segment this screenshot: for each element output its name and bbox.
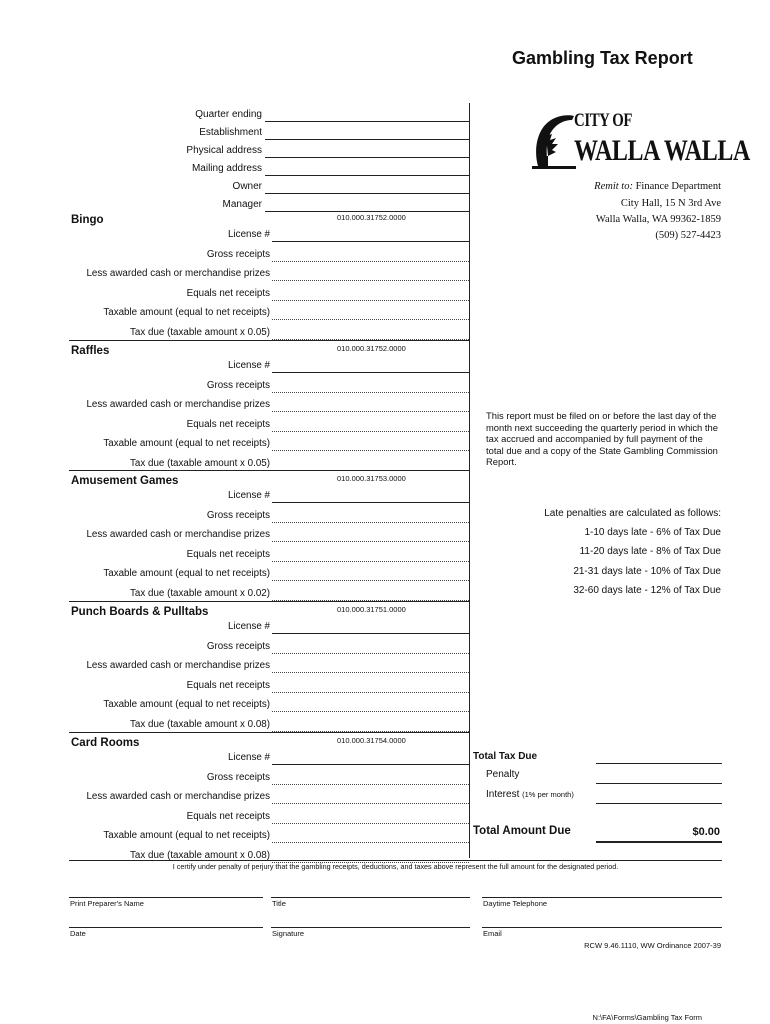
row-label: Equals net receipts bbox=[186, 679, 270, 691]
header-label: Physical address bbox=[186, 145, 262, 156]
header-label: Mailing address bbox=[191, 163, 262, 174]
total-tax-due-field[interactable] bbox=[596, 763, 722, 764]
penalty-rate: 32-60 days late - 12% of Tax Due bbox=[573, 585, 721, 596]
remit-line-4: (509) 527-4423 bbox=[655, 230, 721, 241]
section-title: Punch Boards & Pulltabs bbox=[71, 606, 209, 618]
account-number: 010.000.31753.0000 bbox=[337, 474, 406, 483]
amount-input-line[interactable] bbox=[272, 300, 469, 301]
preparer-name-label: Print Preparer's Name bbox=[70, 899, 144, 908]
logo-walla-walla: WALLA WALLA bbox=[574, 134, 750, 167]
penalty-rate: 11-20 days late - 8% of Tax Due bbox=[579, 546, 721, 557]
city-logo bbox=[532, 110, 750, 170]
section-title: Amusement Games bbox=[71, 475, 179, 487]
total-tax-due-label: Total Tax Due bbox=[473, 751, 538, 762]
row-label: Equals net receipts bbox=[186, 810, 270, 822]
penalty-label: Penalty bbox=[486, 769, 520, 780]
row-label: Tax due (taxable amount x 0.02) bbox=[130, 588, 270, 599]
page-title: Gambling Tax Report bbox=[512, 48, 693, 68]
row-label: License # bbox=[228, 621, 270, 632]
section-title: Bingo bbox=[71, 214, 104, 226]
penalty-rate: 21-31 days late - 10% of Tax Due bbox=[573, 566, 721, 577]
amount-input-line[interactable] bbox=[272, 241, 469, 242]
row-label: Gross receipts bbox=[206, 640, 270, 652]
row-label: Tax due (taxable amount x 0.05) bbox=[130, 327, 270, 338]
amount-input-line[interactable] bbox=[272, 580, 469, 581]
amount-input-line[interactable] bbox=[272, 823, 469, 824]
header-label: Establishment bbox=[199, 127, 262, 138]
amount-input-line[interactable] bbox=[272, 411, 469, 412]
header-input-line[interactable] bbox=[265, 157, 469, 158]
telephone-label: Daytime Telephone bbox=[483, 899, 548, 908]
amount-input-line[interactable] bbox=[272, 261, 469, 262]
total-amount-due-label: Total Amount Due bbox=[473, 825, 571, 837]
row-label: Gross receipts bbox=[206, 509, 270, 521]
amount-input-line[interactable] bbox=[272, 692, 469, 693]
amount-input-line[interactable] bbox=[272, 711, 469, 712]
signature-label: Signature bbox=[272, 929, 305, 938]
row-label: Tax due (taxable amount x 0.08) bbox=[130, 719, 270, 730]
section-title: Card Rooms bbox=[71, 737, 140, 749]
interest-label bbox=[486, 789, 574, 800]
signature-line[interactable] bbox=[271, 927, 470, 928]
penalty-rate: 1-10 days late - 6% of Tax Due bbox=[584, 527, 721, 538]
row-label: Gross receipts bbox=[206, 379, 270, 391]
amount-input-line[interactable] bbox=[272, 803, 469, 804]
date-line[interactable] bbox=[69, 927, 263, 928]
amount-input-line[interactable] bbox=[272, 280, 469, 281]
row-label: Less awarded cash or merchandise prizes bbox=[86, 529, 270, 541]
remit-label: Remit to: bbox=[594, 181, 633, 192]
header-label: Quarter ending bbox=[195, 109, 262, 120]
title-label: Title bbox=[272, 899, 286, 908]
section-divider bbox=[69, 470, 469, 471]
title-line[interactable] bbox=[271, 897, 470, 898]
row-label: Equals net receipts bbox=[186, 287, 270, 299]
row-label: Taxable amount (equal to net receipts) bbox=[103, 568, 270, 580]
penalties-heading: Late penalties are calculated as follows: bbox=[544, 508, 721, 519]
tree-icon bbox=[532, 112, 576, 170]
row-label: Tax due (taxable amount x 0.08) bbox=[130, 850, 270, 861]
row-label: Tax due (taxable amount x 0.05) bbox=[130, 458, 270, 469]
remit-line-1 bbox=[490, 181, 721, 192]
amount-input-line[interactable] bbox=[272, 502, 469, 503]
amount-input-line[interactable] bbox=[272, 672, 469, 673]
row-label: License # bbox=[228, 752, 270, 763]
filing-notice: This report must be filed on or before the last day of the month next succeeding the quarterly period in which the tax accrued and accompanied by full payment of the total due and a copy of the State Gambling Commission Report. bbox=[486, 410, 718, 468]
section-divider bbox=[69, 601, 469, 602]
header-label: Owner bbox=[232, 181, 262, 192]
total-amount-due-value[interactable]: $0.00 bbox=[692, 826, 720, 838]
row-label: Gross receipts bbox=[206, 771, 270, 783]
row-label: Less awarded cash or merchandise prizes bbox=[86, 268, 270, 280]
section-divider bbox=[69, 340, 469, 341]
penalty-field[interactable] bbox=[596, 783, 722, 784]
total-amount-due-rule bbox=[596, 841, 722, 843]
amount-input-line[interactable] bbox=[272, 522, 469, 523]
header-input-line[interactable] bbox=[265, 193, 469, 194]
rcw-reference: RCW 9.46.1110, WW Ordinance 2007-39 bbox=[584, 941, 721, 950]
header-input-line[interactable] bbox=[265, 121, 469, 122]
account-number: 010.000.31754.0000 bbox=[337, 736, 406, 745]
header-label: Manager bbox=[222, 199, 262, 210]
telephone-line[interactable] bbox=[482, 897, 722, 898]
amount-input-line[interactable] bbox=[272, 561, 469, 562]
row-label: License # bbox=[228, 490, 270, 501]
row-label: Equals net receipts bbox=[186, 548, 270, 560]
amount-input-line[interactable] bbox=[272, 653, 469, 654]
amount-input-line[interactable] bbox=[272, 431, 469, 432]
section-divider bbox=[69, 732, 469, 733]
remit-department: Finance Department bbox=[635, 181, 721, 192]
file-path: N:\FA\Forms\Gambling Tax Form bbox=[592, 1013, 702, 1022]
date-label: Date bbox=[70, 929, 86, 938]
account-number: 010.000.31752.0000 bbox=[337, 213, 406, 222]
amount-input-line[interactable] bbox=[272, 319, 469, 320]
remit-line-2: City Hall, 15 N 3rd Ave bbox=[620, 198, 721, 209]
interest-note: (1% per month) bbox=[522, 790, 574, 799]
row-label: Taxable amount (equal to net receipts) bbox=[103, 307, 270, 319]
row-label: License # bbox=[228, 360, 270, 371]
amount-input-line[interactable] bbox=[272, 842, 469, 843]
email-line[interactable] bbox=[482, 927, 722, 928]
amount-input-line[interactable] bbox=[272, 450, 469, 451]
section-title: Raffles bbox=[71, 345, 110, 357]
row-label: Taxable amount (equal to net receipts) bbox=[103, 830, 270, 842]
logo-city-of: CITY OF bbox=[574, 110, 633, 131]
account-number: 010.000.31752.0000 bbox=[337, 344, 406, 353]
column-divider bbox=[469, 103, 470, 858]
amount-input-line[interactable] bbox=[272, 764, 469, 765]
row-label: Gross receipts bbox=[206, 248, 270, 260]
row-label: Taxable amount (equal to net receipts) bbox=[103, 438, 270, 450]
certification-rule bbox=[69, 860, 722, 861]
amount-input-line[interactable] bbox=[272, 784, 469, 785]
amount-input-line[interactable] bbox=[272, 372, 469, 373]
header-input-line[interactable] bbox=[265, 175, 469, 176]
row-label: Less awarded cash or merchandise prizes bbox=[86, 660, 270, 672]
amount-input-line[interactable] bbox=[272, 541, 469, 542]
row-label: Less awarded cash or merchandise prizes bbox=[86, 791, 270, 803]
amount-input-line[interactable] bbox=[272, 392, 469, 393]
certification-text: I certify under penalty of perjury that the gambling receipts, deductions, and taxes above represent the full amount for the designated period. bbox=[172, 862, 619, 871]
row-label: Taxable amount (equal to net receipts) bbox=[103, 699, 270, 711]
header-input-line[interactable] bbox=[265, 211, 469, 212]
preparer-name-line[interactable] bbox=[69, 897, 263, 898]
account-number: 010.000.31751.0000 bbox=[337, 605, 406, 614]
interest-field[interactable] bbox=[596, 803, 722, 804]
interest-text: Interest bbox=[486, 789, 520, 800]
row-label: Equals net receipts bbox=[186, 418, 270, 430]
amount-input-line[interactable] bbox=[272, 633, 469, 634]
row-label: License # bbox=[228, 229, 270, 240]
row-label: Less awarded cash or merchandise prizes bbox=[86, 399, 270, 411]
email-label: Email bbox=[483, 929, 502, 938]
header-input-line[interactable] bbox=[265, 139, 469, 140]
remit-line-3: Walla Walla, WA 99362-1859 bbox=[595, 214, 721, 225]
